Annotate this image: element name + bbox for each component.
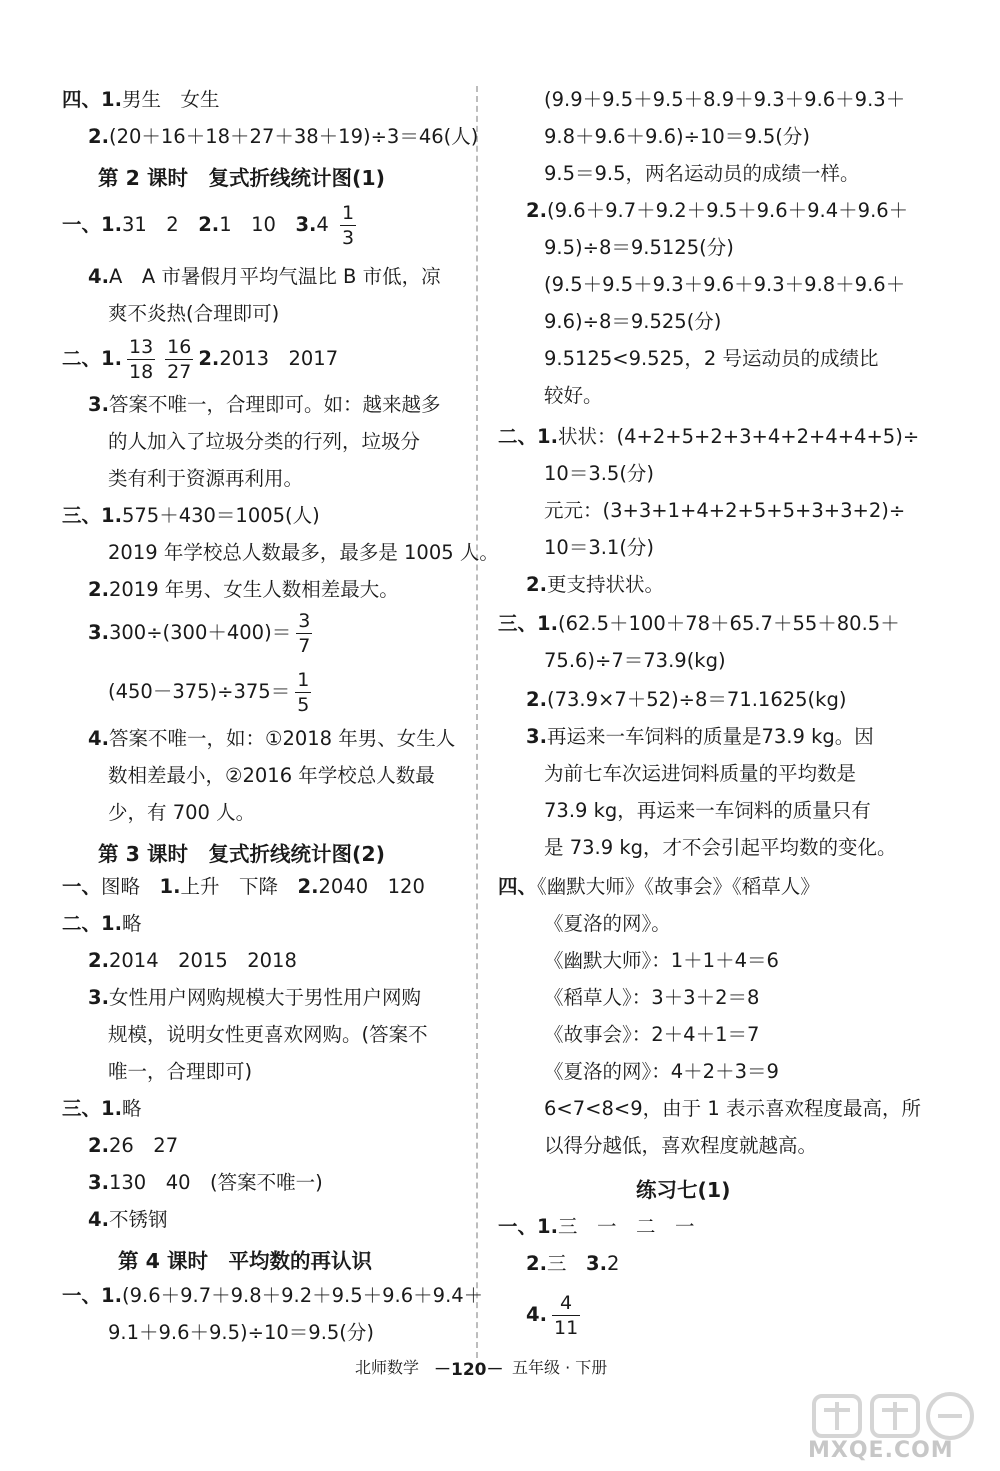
answer-line: 爽不炎热(合理即可) [108,302,280,325]
answer-line: 三、1.略 [62,1097,142,1120]
answer-line: 四、1.男生 女生 [62,88,220,111]
answer-line: 3.130 40 (答案不唯一) [88,1171,323,1194]
answer-line: 73.9 kg，再运来一车饲料的质量只有 [544,799,871,822]
answer-line: 9.8＋9.6＋9.6)÷10＝9.5(分) [544,125,811,148]
section-heading: 第 3 课时 复式折线统计图(2) [98,842,386,866]
answer-line: 3.再运来一车饲料的质量是73.9 kg。因 [526,725,874,748]
answer-line: 3.300÷(300＋400)＝ $\frac{3}{7}$ [88,610,311,657]
fraction: $\frac{13}{18}$ [128,336,154,383]
answer-line: 《故事会》：2＋4＋1＝7 [544,1023,760,1046]
answer-line: 4. $\frac{4}{11}$ [526,1292,579,1339]
answer-line: 一、1.(9.6＋9.7＋9.8＋9.2＋9.5＋9.6＋9.4＋ [62,1284,484,1307]
answer-line: 规模，说明女性更喜欢网购。(答案不 [108,1023,428,1046]
answer-line: 2.26 27 [88,1134,179,1157]
answer-line: 2.更支持状状。 [526,573,664,596]
answer-line: 一、1.31 2 2.1 10 3.4 $\frac{1}{3}$ [62,202,355,249]
answer-line: (9.9＋9.5＋9.5＋8.9＋9.3＋9.6＋9.3＋ [544,88,906,111]
answer-line: 《夏洛的网》。 [544,912,671,935]
answer-line: 9.5)÷8＝9.5125(分) [544,236,734,259]
answer-line: 9.5＝9.5，两名运动员的成绩一样。 [544,162,860,185]
answer-line: 二、1. $\frac{13}{18}$ $\frac{16}{27}$ 2.2013 2017 [62,336,339,383]
answer-line: 2.2014 2015 2018 [88,949,297,972]
answer-line: 9.5125<9.525，2 号运动员的成绩比 [544,347,879,370]
answer-line: 《夏洛的网》：4＋2＋3＝9 [544,1060,779,1083]
answer-line: 一、图略 1.上升 下降 2.2040 120 [62,875,425,898]
fraction: $\frac{16}{27}$ [167,336,192,383]
section-heading: 第 2 课时 复式折线统计图(1) [98,166,386,190]
page-footer [0,1355,1000,1379]
answer-line: 较好。 [544,384,603,407]
answer-line: 一、1.三 一 二 一 [498,1215,695,1238]
answer-line: 为前七车次运进饲料质量的平均数是 [544,762,857,785]
answer-line: 2.(20＋16＋18＋27＋38＋19)÷3＝46(人) [88,125,479,148]
answer-line: 少，有 700 人。 [108,801,256,824]
answer-line: (9.5＋9.5＋9.3＋9.6＋9.3＋9.8＋9.6＋ [544,273,906,296]
answer-line: 二、1.略 [62,912,142,935]
fraction: $\frac{4}{11}$ [553,1292,579,1339]
page-number: －120－ [434,1360,504,1380]
answer-line: 唯一，合理即可) [108,1060,253,1083]
answer-line: 3.答案不唯一，合理即可。如：越来越多 [88,393,441,416]
answer-line: 4.不锈钢 [88,1208,168,1231]
answer-line: 二、1.状状：(4+2+5+2+3+4+2+4+4+5)÷ [498,425,920,448]
section-heading: 练习七(1) [636,1178,731,1202]
answer-line: 4.答案不唯一，如：①2018 年男、女生人 [88,727,456,750]
watermark-text: MXQE.COM [808,1438,954,1463]
answer-line: 2.三 3.2 [526,1252,620,1275]
answer-line: 3.女性用户网购规模大于男性用户网购 [88,986,421,1009]
answer-line: 类有利于资源再利用。 [108,467,304,490]
fraction: $\frac{1}{5}$ [297,669,310,716]
answer-line: 2.(9.6＋9.7＋9.2＋9.5＋9.6＋9.4＋9.6＋ [526,199,909,222]
answer-line: 10＝3.1(分) [544,536,655,559]
answer-line: (450－375)÷375＝ $\frac{1}{5}$ [108,669,310,716]
answer-line: 的人加入了垃圾分类的行列，垃圾分 [108,430,421,453]
answer-line: 75.6)÷7＝73.9(kg) [544,649,726,672]
answer-line: 9.6)÷8＝9.525(分) [544,310,722,333]
answer-line: 2.2019 年男、女生人数相差最大。 [88,578,399,601]
answer-line: 数相差最小，②2016 年学校总人数最 [108,764,435,787]
answer-line: 是 73.9 kg，才不会引起平均数的变化。 [544,836,897,859]
answer-line: 10＝3.5(分) [544,462,655,485]
column-divider [476,86,478,1358]
answer-line: 元元：(3+3+1+4+2+5+5+3+3+2)÷ [544,499,906,522]
answer-line: 4.A A 市暑假月平均气温比 B 市低，凉 [88,265,441,288]
answer-line: 6<7<8<9，由于 1 表示喜欢程度最高，所 [544,1097,921,1120]
answer-line: 以得分越低，喜欢程度就越高。 [544,1134,818,1157]
answer-line: 三、1.575＋430＝1005(人) [62,504,320,527]
answer-line: 2.(73.9×7＋52)÷8＝71.1625(kg) [526,688,847,711]
answer-line: 四、《幽默大师》《故事会》《稻草人》 [498,875,820,898]
section-heading: 第 4 课时 平均数的再认识 [118,1249,373,1273]
footer-grade: 五年级 · 下册 [512,1358,608,1377]
fraction: $\frac{3}{7}$ [298,610,311,657]
answer-line: 三、1.(62.5＋100＋78＋65.7＋55＋80.5＋ [498,612,900,635]
answer-line: 2019 年学校总人数最多，最多是 1005 人。 [108,541,499,564]
fraction: $\frac{1}{3}$ [342,202,355,249]
answer-line: 9.1＋9.6＋9.5)÷10＝9.5(分) [108,1321,375,1344]
answer-line: 《幽默大师》：1＋1＋4＝6 [544,949,779,972]
footer-subject: 北师数学 [355,1358,420,1377]
answer-line: 《稻草人》：3＋3＋2＝8 [544,986,760,1009]
